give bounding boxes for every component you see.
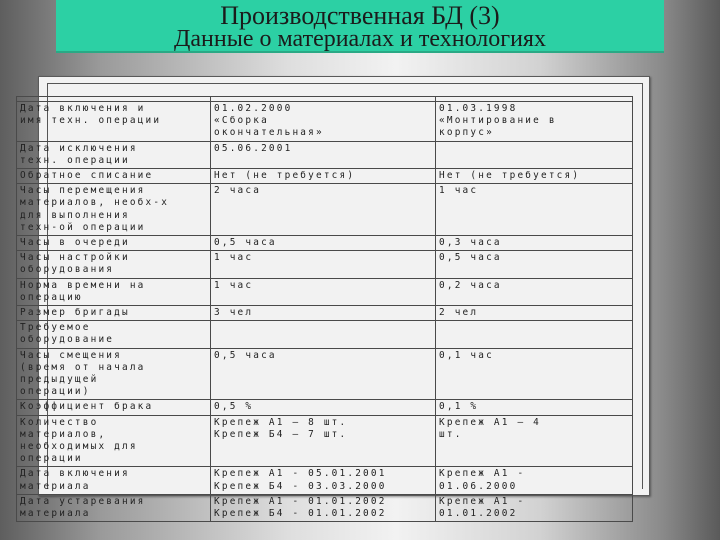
table-row: [17, 184, 633, 236]
operation-2-cell: [436, 141, 633, 168]
operation-2-cell: Крепеж А1 - 01.01.2002: [436, 494, 633, 521]
parameter-cell: Часы настройки оборудования: [17, 251, 211, 278]
parameter-cell: Часы перемещения материалов, необх-х для выполнения техн-ой операции: [17, 184, 211, 236]
operation-1-cell: Крепеж А1 - 01.01.2002 Крепеж Б4 - 01.01.2002: [211, 494, 436, 521]
operation-2-cell: 0,5 часа: [436, 251, 633, 278]
operation-2-cell: 1 час: [436, 184, 633, 236]
table-row: [17, 415, 633, 467]
operation-2-cell: 01.03.1998 «Монтирование в корпус»: [436, 102, 633, 142]
operation-1-cell: Крепеж А1 – 8 шт. Крепеж Б4 – 7 шт.: [211, 415, 436, 467]
operation-1-cell: Нет (не требуется): [211, 169, 436, 184]
parameter-cell: Дата включения материала: [17, 467, 211, 494]
operation-2-cell: Нет (не требуется): [436, 169, 633, 184]
parameter-cell: Дата устаревания материала: [17, 494, 211, 521]
parameter-cell: Требуемое оборудование: [17, 321, 211, 348]
table-row: [17, 141, 633, 168]
table-row: [17, 321, 633, 348]
operation-1-cell: 1 час: [211, 251, 436, 278]
operation-1-cell: [211, 321, 436, 348]
operation-2-cell: 0,2 часа: [436, 278, 633, 305]
parameter-cell: Дата включения и имя техн. операции: [17, 102, 211, 142]
operation-2-cell: 2 чел: [436, 306, 633, 321]
operation-1-cell: 3 чел: [211, 306, 436, 321]
operation-2-cell: Крепеж А1 – 4 шт.: [436, 415, 633, 467]
parameter-cell: Часы в очереди: [17, 236, 211, 251]
operation-1-cell: 0,5 часа: [211, 348, 436, 400]
operation-2-cell: 0,1 %: [436, 400, 633, 415]
table-row: [17, 494, 633, 521]
table-row: [17, 169, 633, 184]
table-row: [17, 467, 633, 494]
parameter-cell: Обратное списание: [17, 169, 211, 184]
operation-1-cell: 1 час: [211, 278, 436, 305]
operation-1-cell: 01.02.2000 «Сборка окончательная»: [211, 102, 436, 142]
operation-1-cell: 2 часа: [211, 184, 436, 236]
operation-2-cell: 0,3 часа: [436, 236, 633, 251]
table-row: [17, 102, 633, 142]
operation-1-cell: 05.06.2001: [211, 141, 436, 168]
operation-1-cell: 0,5 часа: [211, 236, 436, 251]
table-row: [17, 278, 633, 305]
table-row: [17, 306, 633, 321]
title-banner: [56, 0, 664, 53]
table-row: [17, 236, 633, 251]
slide-title: Производственная БД (3): [220, 1, 500, 30]
data-table: [16, 96, 633, 522]
operation-1-cell: 0,5 %: [211, 400, 436, 415]
parameter-cell: Дата исключения техн. операции: [17, 141, 211, 168]
table-row: [17, 348, 633, 400]
operation-2-cell: 0,1 час: [436, 348, 633, 400]
table-row: [17, 251, 633, 278]
parameter-cell: Коэффициент брака: [17, 400, 211, 415]
operation-1-cell: Крепеж А1 - 05.01.2001 Крепеж Б4 - 03.03.2000: [211, 467, 436, 494]
operation-2-cell: [436, 321, 633, 348]
parameter-cell: Количество материалов, необходимых для операции: [17, 415, 211, 467]
slide-subtitle: Данные о материалах и технологиях: [174, 26, 546, 52]
operation-2-cell: Крепеж А1 - 01.06.2000: [436, 467, 633, 494]
table-row: [17, 400, 633, 415]
parameter-cell: Часы смещения (время от начала предыдущей операции): [17, 348, 211, 400]
table-body: [17, 97, 633, 522]
parameter-cell: Размер бригады: [17, 306, 211, 321]
parameter-cell: Норма времени на операцию: [17, 278, 211, 305]
